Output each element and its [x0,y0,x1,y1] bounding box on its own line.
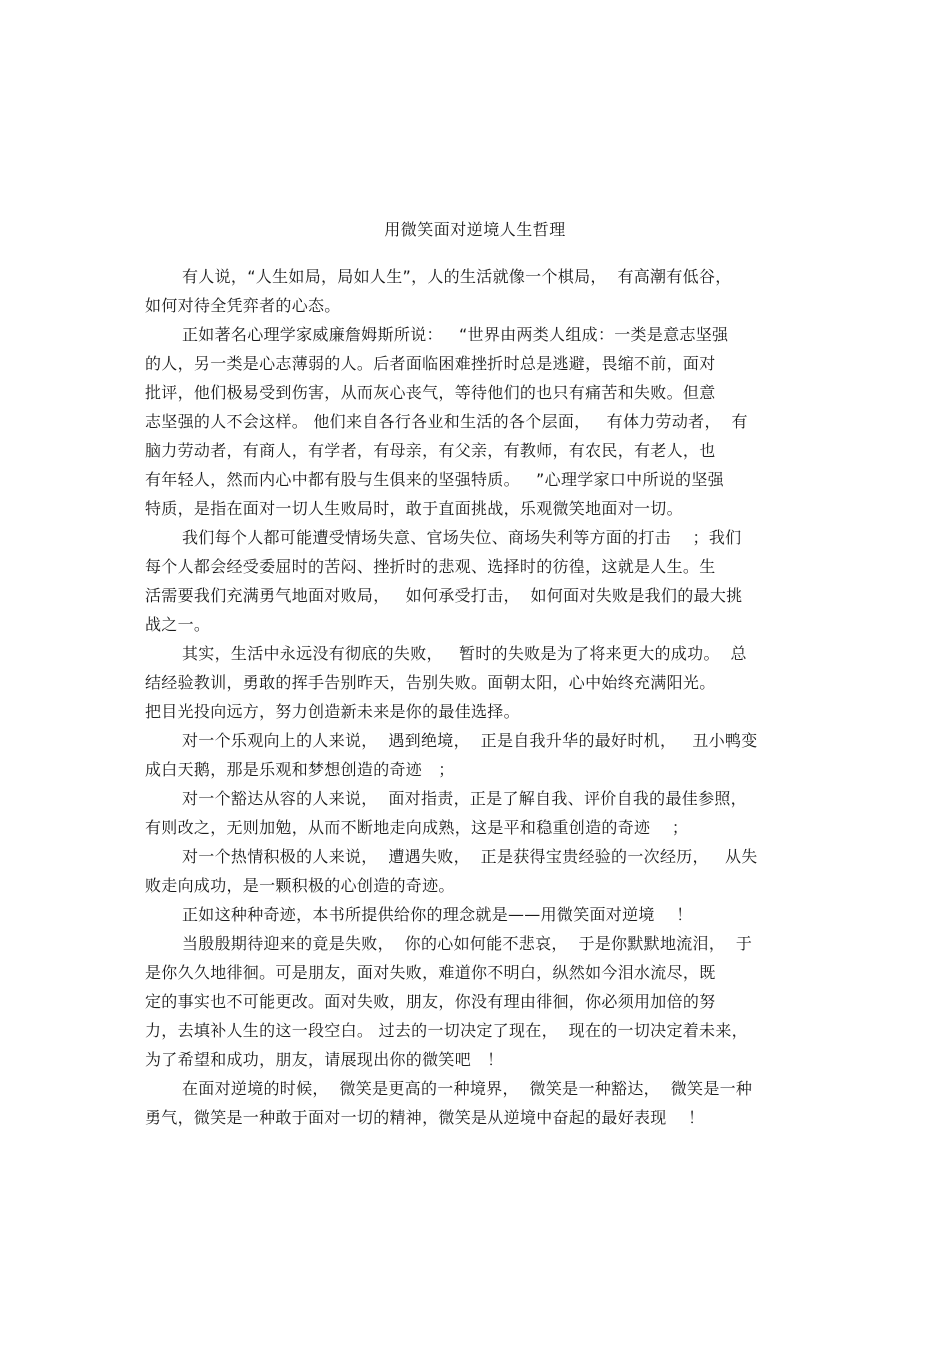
text-line: 力，去填补人生的这一段空白。 过去的一切决定了现在， 现在的一切决定着未来， [145,1021,748,1040]
text-line: 败走向成功，是一颗积极的心创造的奇迹。 [145,876,455,895]
text-line: 有年轻人，然而内心中都有股与生俱来的坚强特质。 ”心理学家口中所说的坚强 [145,470,724,489]
text-line: 正如著名心理学家威廉詹姆斯所说： “世界由两类人组成：一类是意志坚强 [182,325,729,344]
text-line: 如何对待全凭弈者的心态。 [145,296,341,315]
text-line: 有人说，“人生如局，局如人生”，人的生活就像一个棋局， 有高潮有低谷， [182,267,732,286]
text-line: 我们每个人都可能遭受情场失意、官场失位、商场失利等方面的打击 ；我们 [182,528,742,547]
text-line: 对一个乐观向上的人来说， 遇到绝境， 正是自我升华的最好时机， 丑小鸭变 [182,731,758,750]
text-line: 定的事实也不可能更改。面对失败，朋友，你没有理由徘徊，你必须用加倍的努 [145,992,716,1011]
text-line: 正如这种种奇迹，本书所提供给你的理念就是——用微笑面对逆境 ！ [182,905,693,924]
text-line: 脑力劳动者，有商人，有学者，有母亲，有父亲，有教师，有农民，有老人，也 [145,441,716,460]
text-line: 对一个热情积极的人来说， 遭遇失败， 正是获得宝贵经验的一次经历， 从失 [182,847,758,866]
text-line: 把目光投向远方，努力创造新未来是你的最佳选择。 [145,702,520,721]
text-line: 为了希望和成功，朋友，请展现出你的微笑吧 ！ [145,1050,504,1069]
text-line: 结经验教训，勇敢的挥手告别昨天，告别失败。面朝太阳，心中始终充满阳光。 [145,673,716,692]
text-line: 特质，是指在面对一切人生败局时，敢于直面挑战，乐观微笑地面对一切。 [145,499,683,518]
text-line: 活需要我们充满勇气地面对败局， 如何承受打击， 如何面对失败是我们的最大挑 [145,586,743,605]
text-line: 每个人都会经受委屈时的苦闷、挫折时的悲观、选择时的彷徨，这就是人生。生 [145,557,716,576]
text-line: 其实，生活中永远没有彻底的失败， 暂时的失败是为了将来更大的成功。 总 [182,644,747,663]
document-title: 用微笑面对逆境人生哲理 [384,220,566,239]
text-line: 批评，他们极易受到伤害，从而灰心丧气，等待他们的也只有痛苦和失败。但意 [145,383,716,402]
text-line: 在面对逆境的时候， 微笑是更高的一种境界， 微笑是一种豁达， 微笑是一种 [182,1079,753,1098]
text-line: 勇气，微笑是一种敢于面对一切的精神，微笑是从逆境中奋起的最好表现 ！ [145,1108,705,1127]
text-line: 的人，另一类是心志薄弱的人。后者面临困难挫折时总是逃避，畏缩不前，面对 [145,354,716,373]
text-line: 当殷殷期待迎来的竟是失败， 你的心如何能不悲哀， 于是你默默地流泪， 于 [182,934,753,953]
text-line: 志坚强的人不会这样。 他们来自各行各业和生活的各个层面， 有体力劳动者， 有 [145,412,748,431]
text-line: 对一个豁达从容的人来说， 面对指责，正是了解自我、评价自我的最佳参照， [182,789,747,808]
text-line: 是你久久地徘徊。可是朋友，面对失败，难道你不明白，纵然如今泪水流尽，既 [145,963,716,982]
text-line: 战之一。 [145,615,211,634]
text-line: 有则改之，无则加勉，从而不断地走向成熟，这是平和稳重创造的奇迹 ； [145,818,689,837]
text-line: 成白天鹅，那是乐观和梦想创造的奇迹 ； [145,760,455,779]
document-body [145,262,810,1132]
